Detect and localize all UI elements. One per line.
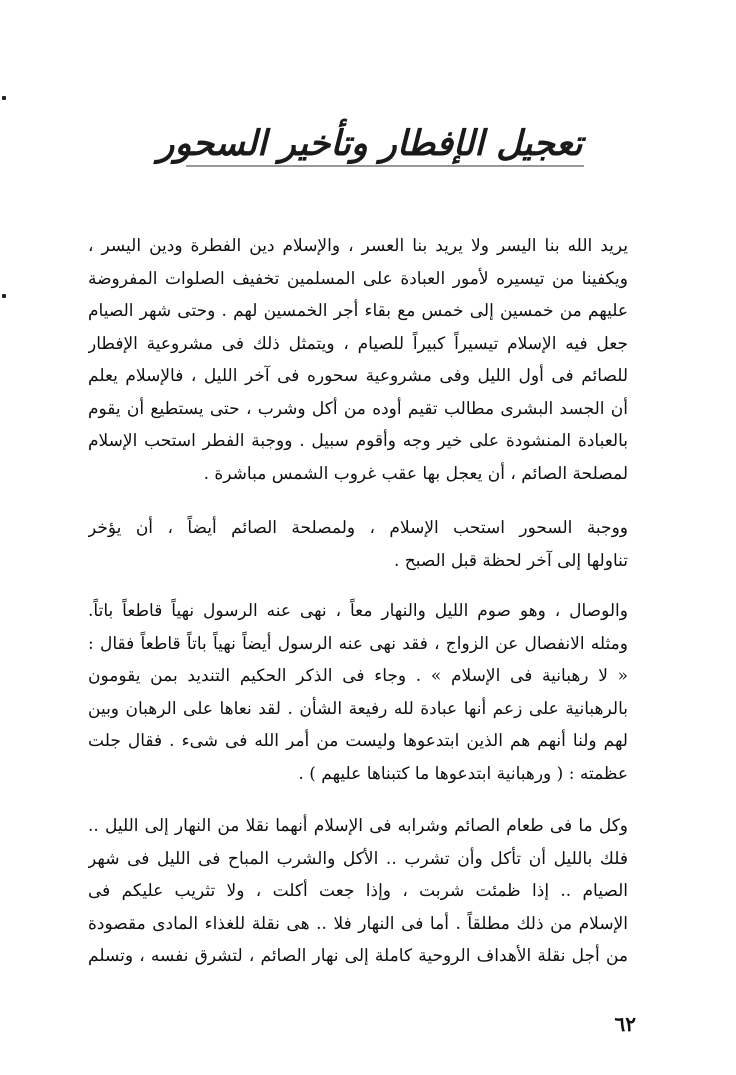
paragraph-3 xyxy=(88,595,628,790)
paragraph-line: عليهم من خمسين إلى خمس مع بقاء أجر الخمسين لهم . وحتى شهر الصيام xyxy=(88,301,628,321)
paragraph-line: يريد الله بنا اليسر ولا يريد بنا العسر ، والإسلام دين الفطرة ودين اليسر ، xyxy=(88,236,628,256)
page-number: ٦٢ xyxy=(614,1012,636,1036)
paragraph-line: لهم ولنا أنهم هم الذين ابتدعوها وليست من أمر الله فى شىء . فقال جلت xyxy=(88,731,628,751)
left-margin-mark-bottom xyxy=(2,294,6,298)
paragraph-2 xyxy=(88,512,628,577)
paragraph-line: بالرهبانية على زعم أنها عبادة لله رفيعة الشأن . لقد نعاها على الرهبان وبين xyxy=(88,698,628,719)
title-decoration xyxy=(186,165,584,167)
paragraph-line: الإسلام من ذلك مطلقاً . أما فى النهار فلا .. هى نقلة للغذاء المادى مقصودة xyxy=(88,913,628,934)
paragraph-line: بالعبادة المنشودة على خير وجه وأقوم سبيل . ووجبة الفطر استحب الإسلام xyxy=(88,431,628,451)
paragraph-line: للصائم فى أول الليل وفى مشروعية سحوره فى آخر الليل ، فالإسلام يعلم xyxy=(88,366,628,386)
paragraph-line: تناولها إلى آخر لحظة قبل الصبح . xyxy=(393,550,628,571)
paragraph-line: الصيام .. إذا ظمئت شربت ، وإذا جعت أكلت ، ولا تثريب عليكم فى xyxy=(88,881,628,901)
paragraph-line: عظمته : ( ورهبانية ابتدعوها ما كتبناها عليهم ) . xyxy=(298,763,628,784)
paragraph-line: ويكفينا من تيسيره لأمور العبادة على المسلمين تخفيف الصلوات المفروضة xyxy=(88,268,628,289)
paragraph-line: جعل فيه الإسلام تيسيراً كبيراً للصيام ، ويتمثل ذلك فى مشروعية الإفطار xyxy=(88,333,628,354)
paragraph-4 xyxy=(88,810,628,973)
paragraph-line: من أجل نقلة الأهداف الروحية كاملة إلى نهار الصائم ، لتشرق نفسه ، وتسلم xyxy=(88,946,628,966)
chapter-title: تعجيل الإفطار وتأخير السحور xyxy=(157,124,583,164)
paragraph-line: لمصلحة الصائم ، أن يعجل بها عقب غروب الشمس مباشرة . xyxy=(203,463,628,484)
paragraph-line: ووجبة السحور استحب الإسلام ، ولمصلحة الصائم أيضاً ، أن يؤخر xyxy=(88,518,628,538)
paragraph-line: والوصال ، وهو صوم الليل والنهار معاً ، نهى عنه الرسول نهياً قاطعاً باتاً. xyxy=(88,601,628,621)
paragraph-line: « لا رهبانية فى الإسلام » . وجاء فى الذكر الحكيم التنديد بمن يقومون xyxy=(88,666,628,686)
paragraph-line: وكل ما فى طعام الصائم وشرابه فى الإسلام أنهما نقلا من النهار إلى الليل .. xyxy=(88,816,628,836)
paragraph-line: فلك بالليل أن تأكل وأن تشرب .. الأكل والشرب المباح فى الليل فى شهر xyxy=(88,848,628,869)
paragraph-line: ومثله الانفصال عن الزواج ، فقد نهى عنه الرسول أيضاً نهياً باتاً قاطعاً فقال : xyxy=(88,633,628,654)
paragraph-line: أن الجسد البشرى مطالب تقيم أوده من أكل وشرب ، حتى يستطيع أن يقوم xyxy=(88,398,628,419)
paragraph-1 xyxy=(88,230,628,490)
left-margin-mark-top xyxy=(2,96,6,100)
